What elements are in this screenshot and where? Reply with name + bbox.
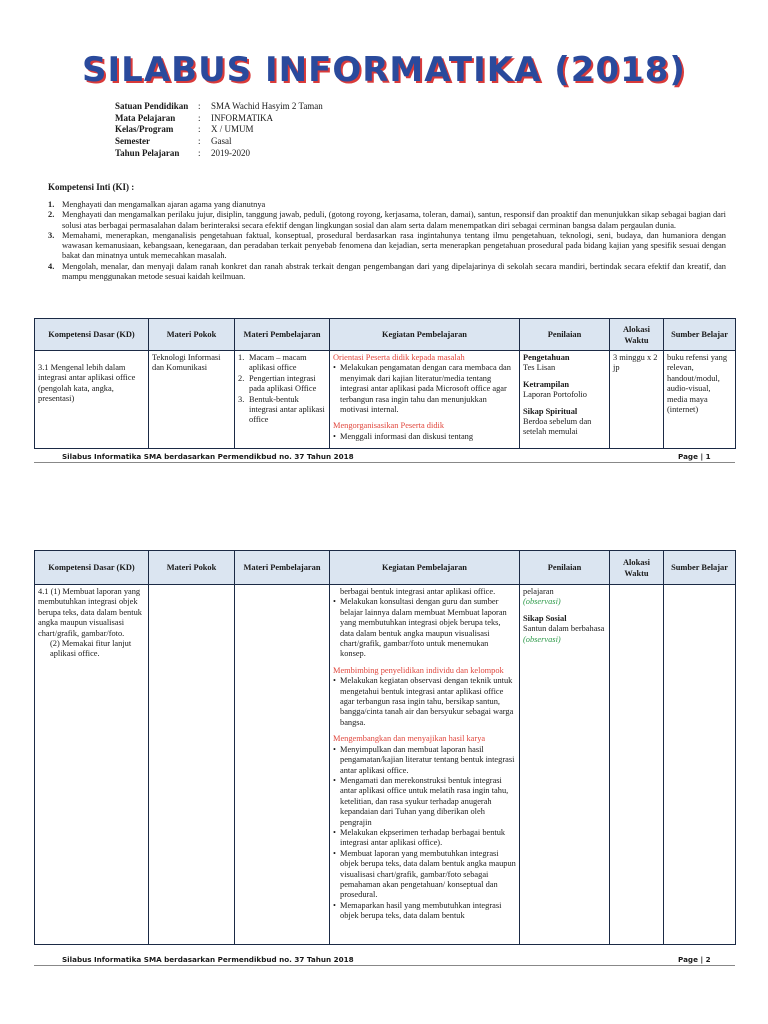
list-item — [238, 395, 326, 426]
list-item: • Menyimpulkan dan membuat laporan hasil pengamatan/kajian literatur tentang bentuk integrasi antar aplikasi office. — [333, 744, 515, 775]
penilaian-cell — [520, 585, 610, 945]
list-item-text: Melakukan kegiatan observasi dengan teknik untuk mengetahui bentuk integrasi antar aplikasi office agar terbangun rasa ingin tahu, bersikap santun, bangga/cinta tanah air dan bersyukur sebagai warga bangsa. — [340, 676, 514, 727]
header-materi-pokok: Materi Pokok — [149, 319, 235, 351]
footer-divider — [34, 462, 735, 463]
penilaian-heading: Sikap Sosial — [523, 613, 567, 623]
penilaian-text: Laporan Portofolio — [523, 390, 587, 400]
identity-row — [115, 148, 323, 160]
footer-text: Silabus Informatika SMA berdasarkan Permendikbud no. 37 Tahun 2018 — [62, 452, 354, 461]
list-number: 2. — [238, 373, 245, 383]
list-item: • Menggali informasi dan diskusi tentang — [333, 431, 474, 441]
list-item: • Melakukan konsultasi dengan guru dan sumber belajar lainnya dalam membuat Membuat laporan yang membutuhkan integrasi objek berupa teks, data dalam bentuk angka maupun visualisasi chart/grafik, gambar/foto untuk menemukan konsep. — [333, 597, 516, 659]
kd-text: 3.1 Mengenal lebih dalam integrasi antar aplikasi office (pengolah kata, angka, presentasi) — [38, 363, 136, 404]
list-item-text: Membuat laporan yang membutuhkan integrasi objek berupa teks, data dalam bentuk angka maupun visualisasi chart/grafik, gambar/foto sebagai pemahaman akan pengetahuan/ konseptual dan prosedural. — [340, 848, 516, 900]
list-item — [238, 353, 326, 374]
header-penilaian: Penilaian — [520, 551, 610, 585]
identity-label: Satuan Pendidikan — [115, 101, 189, 111]
list-item-text: Menggali informasi dan diskusi tentang — [340, 431, 474, 441]
list-item-text: Bentuk-bentuk integrasi antar aplikasi office — [249, 394, 325, 425]
list-item-text: Melakukan ekpserimen terhadap berbagai bentuk integrasi antar aplikasi office). — [340, 827, 506, 848]
document-title: SILABUS INFORMATIKA (2018) — [82, 50, 686, 90]
materi-pokok-cell: Teknologi Informasi dan Komunikasi — [149, 351, 235, 449]
sumber-cell — [664, 585, 736, 945]
ki-text: Menghayati dan mengamalkan ajaran agama yang dianutnya — [62, 200, 266, 209]
header-alokasi: Alokasi Waktu — [610, 551, 664, 585]
identity-colon: : — [198, 147, 201, 158]
kd-text: 4.1 (1) Membuat laporan yang membutuhkan integrasi objek berupa teks, data dalam bentuk angka maupun visualisasi chart/grafik, gambar/foto. — [38, 587, 142, 638]
ki-number: 3. — [48, 230, 55, 240]
ki-number: 1. — [48, 200, 55, 209]
penilaian-heading: Sikap Spiritual — [523, 406, 578, 416]
penilaian-heading: Pengetahuan — [523, 353, 570, 362]
penilaian-note: (observasi) — [523, 634, 561, 644]
header-alokasi: Alokasi Waktu — [610, 319, 664, 351]
identity-label: Mata Pelajaran — [115, 112, 176, 123]
identity-colon: : — [198, 101, 201, 111]
kd-cell — [35, 585, 149, 945]
ki-text: Menghayati dan mengamalkan perilaku jujur, disiplin, tanggung jawab, peduli, (gotong royong, kerjasama, toleran, damai), santun, responsif dan proaktif dan menunjukkan sikap sebagai bagian dari solusi atas berbagai permasalahan dalam berinteraksi secara efektif dengan lingkungan sosial dan alam serta dalam menempatkan diri sebagai cerminan bangsa dalam pergaulan dunia. — [62, 210, 726, 230]
identity-row — [115, 101, 323, 113]
header-kegiatan: Kegiatan Pembelajaran — [330, 319, 520, 351]
list-item: • Memaparkan hasil yang membutuhkan integrasi objek berupa teks, data dalam bentuk — [333, 901, 516, 922]
header-materi-pembelajaran: Materi Pembelajaran — [235, 551, 330, 585]
page-number: Page | 1 — [678, 452, 711, 461]
ki-text: Mengolah, menalar, dan menyaji dalam ranah konkret dan ranah abstrak terkait dengan pengembangan dari yang dipelajarinya di sekolah secara mandiri, bertindak secara efektif dan kreatif, dan mampu menggunakan metode sesuai kaidah keilmuan. — [62, 261, 726, 282]
kegiatan-heading: Mengorganisasikan Peserta didik — [333, 421, 445, 431]
kegiatan-heading: Mengembangkan dan menyajikan hasil karya — [333, 734, 486, 744]
header-sumber: Sumber Belajar — [664, 551, 736, 585]
materi-pembelajaran-cell — [235, 585, 330, 945]
identity-value: Gasal — [211, 136, 232, 147]
identity-value: SMA Wachid Hasyim 2 Taman — [211, 101, 323, 111]
ki-item — [48, 200, 726, 210]
alokasi-cell: 3 minggu x 2 jp — [610, 351, 664, 449]
list-item: • Melakukan pengamatan dengan cara membaca dan menyimak dari kajian literatur/media tentang integrasi antar aplikasi pada Microsoft office agar terbangun rasa ingin tahu dan menunjukkan motivasi internal. — [333, 363, 516, 415]
list-item-text: Pengertian integrasi pada aplikasi Office — [249, 373, 317, 394]
materi-pokok-cell — [149, 585, 235, 945]
footer-divider — [34, 965, 735, 966]
ki-heading: Kompetensi Inti (KI) : — [48, 182, 135, 192]
penilaian-heading: Ketrampilan — [523, 379, 570, 389]
penilaian-note: (observasi) — [523, 597, 561, 607]
identity-value: X / UMUM — [211, 124, 254, 135]
kd-cell — [35, 351, 149, 449]
list-item-text: Memaparkan hasil yang membutuhkan integrasi objek berupa teks, data dalam bentuk — [340, 900, 502, 921]
identity-row — [115, 136, 323, 148]
list-number: 3. — [238, 394, 245, 404]
list-item — [238, 374, 326, 395]
list-item-text: Menyimpulkan dan membuat laporan hasil pengamatan/kajian literatur tentang bentuk integrasi antar aplikasi office. — [340, 744, 515, 775]
list-number: 1. — [238, 353, 245, 362]
header-kegiatan: Kegiatan Pembelajaran — [330, 551, 520, 585]
header-kd: Kompetensi Dasar (KD) — [35, 551, 149, 585]
table-row — [35, 351, 736, 449]
list-item: • Melakukan ekpserimen terhadap berbagai bentuk integrasi antar aplikasi office). — [333, 828, 516, 849]
ki-text: Memahami, menerapkan, menganalisis pengetahuan faktual, konseptual, prosedural berdasarkan rasa ingintahunya tentang ilmu pengetahuan, teknologi, seni, budaya, dan humaniora dengan wawasan kemanusiaan, kebangsaan, kenegaraan, dan peradaban terkait penyebab fenomena dan kejadian, serta menerapkan pengetahuan prosedural pada bidang kajian yang spesifik sesuai dengan bakat dan minatnya untuk memecahkan masalah. — [62, 230, 726, 261]
syllabus-table-page2 — [34, 550, 736, 945]
list-item: • Membuat laporan yang membutuhkan integrasi objek berupa teks, data dalam bentuk angka maupun visualisasi chart/grafik, gambar/foto sebagai pemahaman akan pengetahuan/ konseptual dan prosedural. — [333, 848, 516, 900]
identity-value: INFORMATIKA — [211, 112, 274, 123]
penilaian-text: Berdoa sebelum dan setelah memulai — [523, 417, 592, 437]
ki-number: 2. — [48, 210, 55, 220]
penilaian-cell — [520, 351, 610, 449]
sumber-cell: buku refensi yang relevan, handout/modul, audio-visual, media maya (internet) — [664, 351, 736, 449]
ki-item — [48, 210, 726, 231]
list-item-text: Melakukan konsultasi dengan guru dan sumber belajar lainnya dalam membuat Membuat laporan yang membutuhkan integrasi objek berupa teks, data dalam bentuk angka maupun visualisasi chart/grafik, gambar/foto untuk menemukan konsep. — [340, 597, 507, 659]
ki-number: 4. — [48, 261, 55, 271]
identity-colon: : — [198, 112, 201, 123]
penilaian-text: pelajaran — [523, 587, 554, 596]
materi-pembelajaran-cell — [235, 351, 330, 449]
identity-colon: : — [198, 136, 201, 147]
identity-label: Kelas/Program — [115, 124, 174, 135]
header-materi-pokok: Materi Pokok — [149, 551, 235, 585]
ki-list — [48, 200, 726, 282]
penilaian-text: Tes Lisan — [523, 363, 556, 373]
ki-item — [48, 262, 726, 283]
identity-row — [115, 113, 323, 125]
identity-colon: : — [198, 124, 201, 135]
identity-label: Tahun Pelajaran — [115, 147, 180, 158]
alokasi-cell — [610, 585, 664, 945]
list-item: • Mengamati dan merekonstruksi bentuk integrasi antar aplikasi office untuk melatih rasa ingin tahu, ketelitian, dan rasa syukur terhadap anugerah kepandaian dari Tuhan yang diberikan oleh pengrajin — [333, 776, 516, 828]
header-materi-pembelajaran: Materi Pembelajaran — [235, 319, 330, 351]
header-penilaian: Penilaian — [520, 319, 610, 351]
kd-text: (2) Memakai fitur lanjut aplikasi office. — [50, 639, 132, 659]
kegiatan-heading: Orientasi Peserta didik kepada masalah — [333, 353, 465, 362]
identity-block — [115, 101, 323, 160]
identity-value: 2019-2020 — [211, 147, 250, 158]
kegiatan-cell — [330, 585, 520, 945]
syllabus-table-page1 — [34, 318, 736, 449]
ki-item — [48, 231, 726, 262]
list-item-text: Macam – macam aplikasi office — [249, 353, 307, 373]
identity-label: Semester — [115, 136, 150, 147]
kegiatan-text: berbagai bentuk integrasi antar aplikasi office. — [340, 587, 496, 596]
list-item-text: Mengamati dan merekonstruksi bentuk integrasi antar aplikasi office untuk melatih rasa ingin tahu, ketelitian, dan rasa syukur terhadap anugerah kepandaian dari Tuhan yang diberikan oleh pengrajin — [340, 775, 509, 827]
identity-row — [115, 124, 323, 136]
header-kd: Kompetensi Dasar (KD) — [35, 319, 149, 351]
page-number: Page | 2 — [678, 955, 711, 964]
list-item: • Melakukan kegiatan observasi dengan teknik untuk mengetahui bentuk integrasi antar aplikasi office agar terbangun rasa ingin tahu, bersikap santun, bangga/cinta tanah air dan bersyukur sebagai warga bangsa. — [333, 676, 516, 728]
table-row — [35, 585, 736, 945]
kegiatan-list — [333, 745, 516, 922]
penilaian-text: Santun dalam berbahasa — [523, 624, 605, 634]
kegiatan-cell — [330, 351, 520, 449]
kegiatan-heading: Membimbing penyelidikan individu dan kelompok — [333, 665, 504, 675]
footer-text: Silabus Informatika SMA berdasarkan Permendikbud no. 37 Tahun 2018 — [62, 955, 354, 964]
list-item-text: Melakukan pengamatan dengan cara membaca dan menyimak dari kajian literatur/media tentang integrasi antar aplikasi pada Microsoft office agar terbangun rasa ingin tahu dan menunjukkan motivasi internal. — [340, 363, 511, 415]
header-sumber: Sumber Belajar — [664, 319, 736, 351]
